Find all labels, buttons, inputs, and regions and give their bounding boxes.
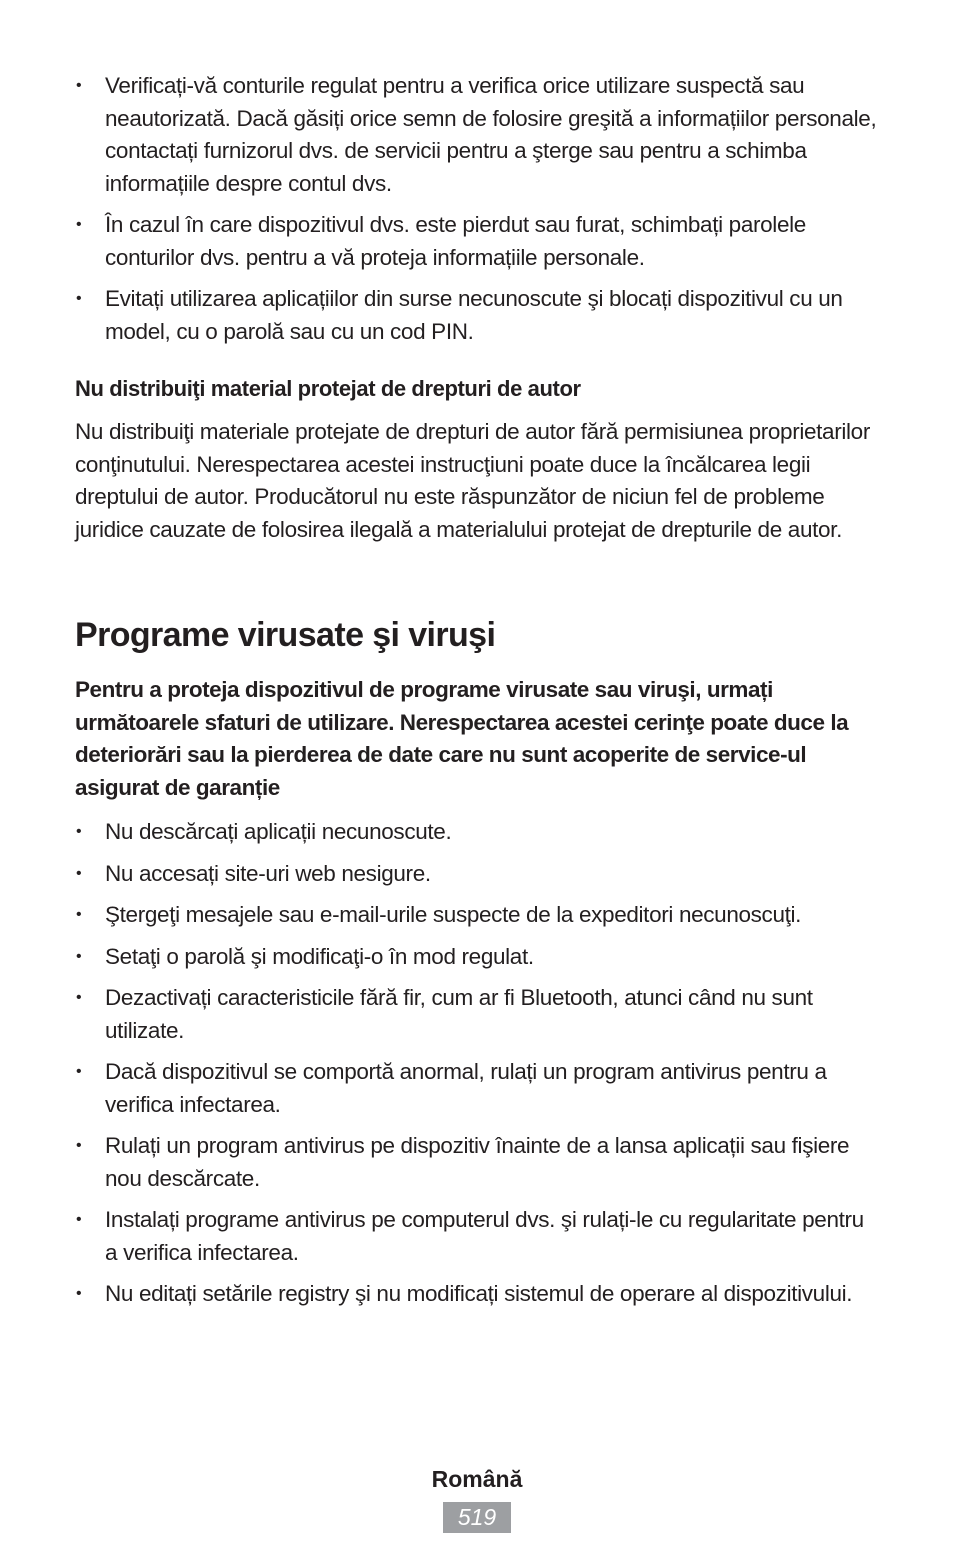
list-item: • Nu descărcați aplicații necunoscute.	[75, 816, 881, 849]
bullet-icon: •	[76, 823, 82, 840]
list-item: • Setaţi o parolă şi modificaţi-o în mod regulat.	[75, 941, 881, 974]
section-title: Programe virusate şi viruşi	[75, 616, 496, 654]
list-item: • Instalați programe antivirus pe computerul dvs. şi rulați-le cu regularitate pentru a verifica infectarea.	[75, 1204, 881, 1269]
bullet-icon: •	[76, 1063, 82, 1080]
bullet-icon: •	[76, 947, 82, 965]
list-item: • Dezactivați caracteristicile fără fir, cum ar fi Bluetooth, atunci când nu sunt utilizate.	[75, 982, 881, 1047]
list-item: • În cazul în care dispozitivul dvs. este pierdut sau furat, schimbați parolele conturilor dvs. pentru a vă proteja informațiile personale.	[75, 209, 881, 274]
bullet-icon: •	[76, 1211, 82, 1228]
bullet-icon: •	[76, 1285, 82, 1302]
copyright-heading: Nu distribuiţi material protejat de drepturi de autor	[75, 376, 581, 401]
list-item: • Rulați un program antivirus pe dispozitiv înainte de a lansa aplicații sau fişiere nou descărcate.	[75, 1130, 881, 1195]
bullet-icon: •	[76, 864, 82, 882]
bullet-icon: •	[76, 77, 82, 94]
page-content	[75, 70, 881, 1320]
bullet-icon: •	[76, 906, 82, 923]
bullet-icon: •	[76, 1137, 82, 1154]
list-item: • Nu editați setările registry şi nu modificați sistemul de operare al dispozitivului.	[75, 1278, 881, 1311]
bullet-icon: •	[76, 989, 82, 1006]
account-tips-list	[75, 70, 881, 348]
list-item: • Dacă dispozitivul se comportă anormal, rulați un program antivirus pentru a verifica infectarea.	[75, 1056, 881, 1121]
page-footer	[0, 1462, 954, 1533]
bullet-icon: •	[76, 290, 82, 307]
list-item: • Evitați utilizarea aplicațiilor din surse necunoscute şi blocați dispozitivul cu un model, cu o parolă sau cu un cod PIN.	[75, 283, 881, 348]
section-lead: Pentru a proteja dispozitivul de programe virusate sau viruşi, urmați următoarele sfaturi de utilizare. Nerespectarea acestei cerinţe poate duce la deteriorări sau la pierderea de date care nu sunt acoperite de service-ul asigurat de garanție	[75, 677, 849, 800]
language-label: Română	[431, 1466, 523, 1492]
virus-tips-list	[75, 816, 881, 1311]
list-item: • Verificați-vă conturile regulat pentru a verifica orice utilizare suspectă sau neautorizată. Dacă găsiți orice semn de folosire greşită a informațiilor personale, contactați furnizorul dvs. de servicii pentru a şterge sau pentru a schimba informațiile despre contul dvs.	[75, 70, 881, 200]
list-item: • Ştergeţi mesajele sau e-mail-urile suspecte de la expeditori necunoscuţi.	[75, 899, 881, 932]
list-item: • Nu accesați site-uri web nesigure.	[75, 858, 881, 891]
page-number: 519	[443, 1502, 511, 1533]
copyright-paragraph: Nu distribuiţi materiale protejate de drepturi de autor fără permisiunea proprietarilor conţinutului. Nerespectarea acestei instrucţiuni poate duce la încălcarea legii dreptului de autor. Producătorul nu este răspunzător de niciun fel de probleme juridice cauzate de folosirea ilegală a materialului protejat de drepturile de autor.	[75, 419, 870, 542]
bullet-icon: •	[76, 216, 82, 233]
